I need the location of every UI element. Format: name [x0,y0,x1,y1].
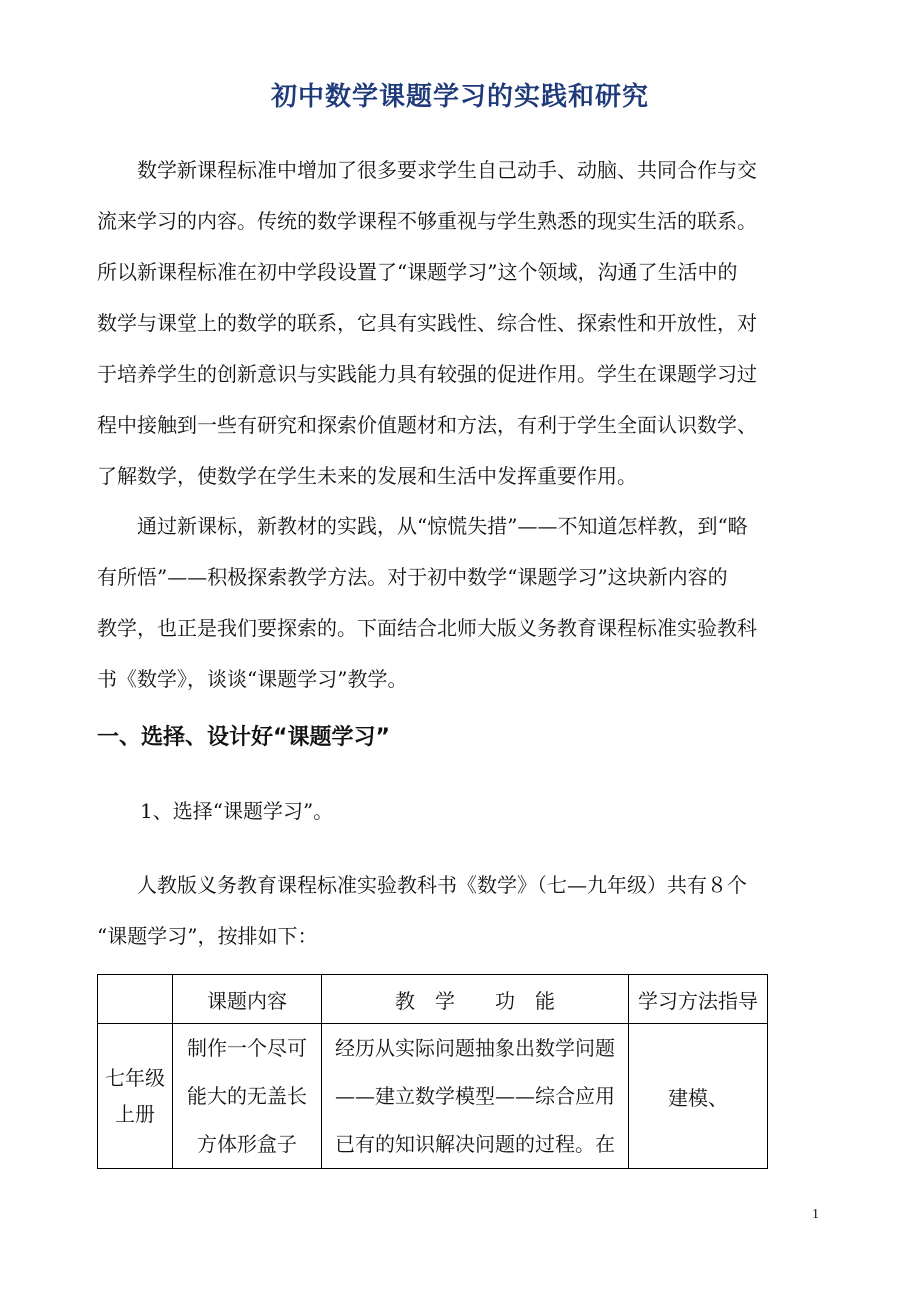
text-line: “课题学习”，按排如下： [97,924,318,948]
text-line: 流来学习的内容。传统的数学课程不够重视与学生熟悉的现实生活的联系。 [97,209,757,233]
intro-paragraph [97,145,827,502]
cell-line: 方体形盒子 [197,1132,297,1156]
text-line: 程中接触到一些有研究和探索价值题材和方法，有利于学生全面认识数学、 [97,413,757,437]
page-number: 1 [812,1207,819,1222]
method-cell: 建模、 [629,1024,768,1169]
function-cell [322,1024,629,1169]
text-line: 有所悟”——积极探索教学方法。对于初中数学“课题学习”这块新内容的 [97,565,728,589]
topics-table [97,974,768,1169]
table-header-row [98,975,768,1024]
table-header-cell: 课题内容 [173,975,322,1024]
third-paragraph [97,860,827,962]
text-line: 数学与课堂上的数学的联系，它具有实践性、综合性、探索性和开放性，对 [97,311,757,335]
text-line: 于培养学生的创新意识与实践能力具有较强的促进作用。学生在课题学习过 [97,362,757,386]
table-header-cell [98,975,173,1024]
text-line: 数学新课程标准中增加了很多要求学生自己动手、动脑、共同合作与交 [97,158,757,182]
subsection-heading: 1、选择“课题学习”。 [140,799,334,823]
table-header-cell: 学习方法指导 [629,975,768,1024]
table-row [98,1024,768,1169]
text-line: 教学，也正是我们要探索的。下面结合北师大版义务教育课程标准实验教科 [97,616,757,640]
cell-line: 上册 [115,1102,155,1126]
section-heading: 一、选择、设计好“课题学习” [97,725,390,750]
text-line: 所以新课程标准在初中学段设置了“课题学习”这个领域，沟通了生活中的 [97,260,738,284]
text-line: 人教版义务教育课程标准实验教科书《数学》（七—九年级）共有８个 [97,873,747,897]
grade-cell [98,1024,173,1169]
content-cell [173,1024,322,1169]
text-line: 书《数学》，谈谈“课题学习”教学。 [97,667,408,691]
text-line: 了解数学，使数学在学生未来的发展和生活中发挥重要作用。 [97,464,637,488]
cell-line: 制作一个尽可 [187,1036,307,1060]
cell-line: 七年级 [105,1066,165,1090]
table-header-cell: 教 学 功 能 [322,975,629,1024]
page-title: 初中数学课题学习的实践和研究 [270,82,649,112]
cell-line: ——建立数学模型——综合应用 [335,1084,615,1108]
second-paragraph [97,501,827,705]
cell-line: 经历从实际问题抽象出数学问题 [335,1036,615,1060]
cell-line: 能大的无盖长 [187,1084,307,1108]
text-line: 通过新课标，新教材的实践，从“惊慌失措”——不知道怎样教，到“略 [97,514,748,538]
cell-line: 已有的知识解决问题的过程。在 [335,1132,615,1156]
